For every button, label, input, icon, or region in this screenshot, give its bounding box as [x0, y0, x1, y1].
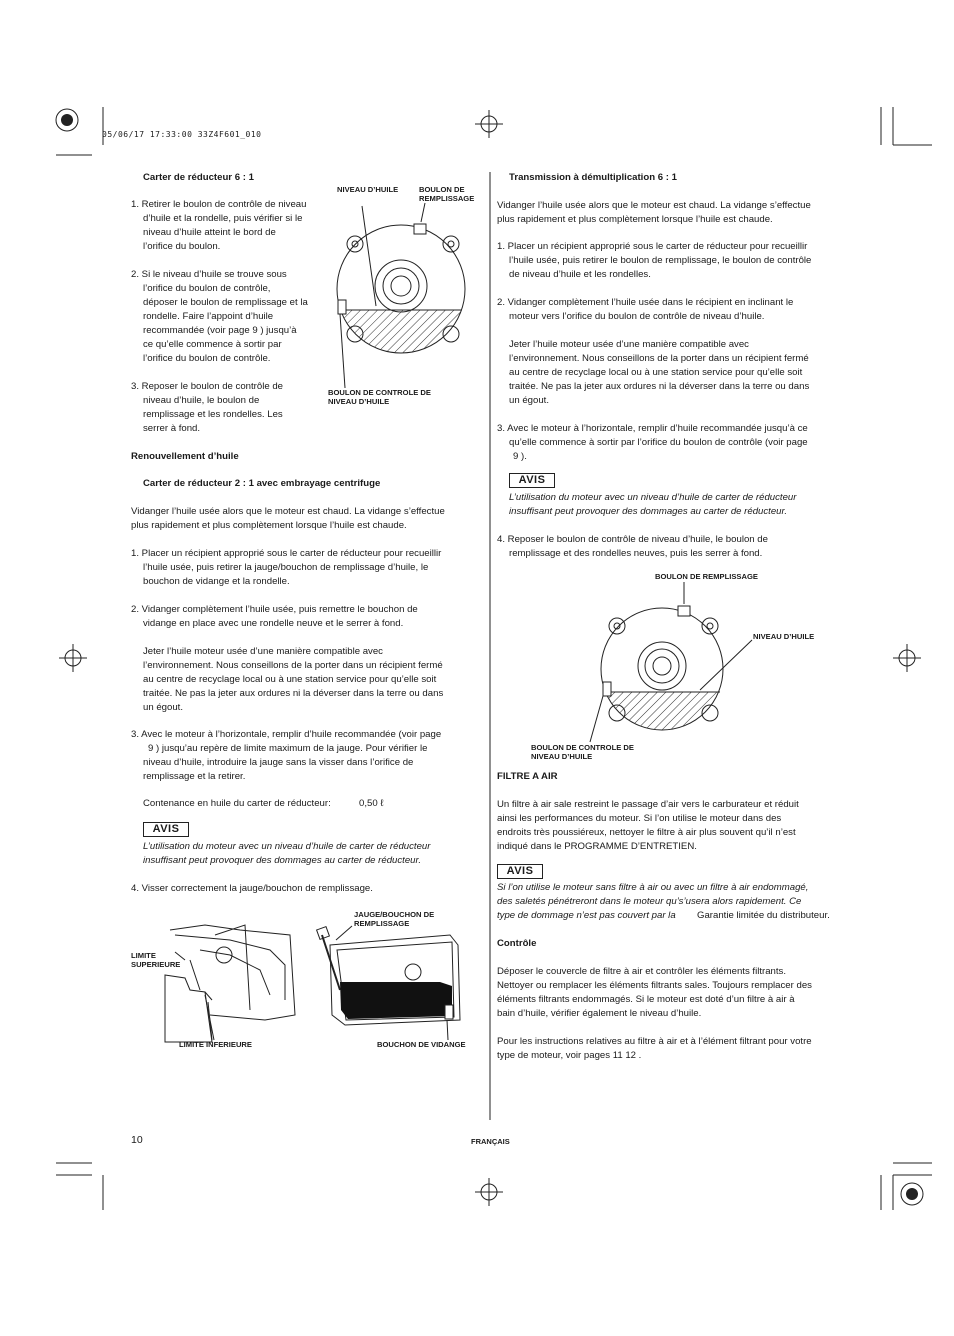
carter21-step4: 4. Visser correctement la jauge/bouchon de remplissage.: [131, 883, 373, 894]
fig1-label-boulon-rempl: BOULON DE: [419, 185, 465, 194]
section-title-filtre-a-air: FILTRE A AIR: [497, 771, 558, 782]
controle-pages-ref: type de moteur, voir pages 11 12 .: [497, 1050, 642, 1061]
fig2-label-bouchon-vidange: BOUCHON DE VIDANGE: [377, 1040, 466, 1049]
fig2-label-jauge: JAUGE/BOUCHON DE: [354, 910, 435, 919]
print-timestamp: 05/06/17 17:33:00 33Z4F601_010: [102, 130, 262, 139]
fig2-label-limite-sup: LIMITE: [131, 951, 156, 960]
fig1-label-niveau: NIVEAU D’HUILE: [337, 185, 399, 194]
avis-badge: AVIS: [143, 822, 189, 837]
page-number: 10: [131, 1134, 143, 1146]
section-title-controle: Contrôle: [497, 938, 537, 949]
footer-language: FRANÇAIS: [471, 1137, 510, 1146]
fig3-label-boulon-ctrl: BOULON DE CONTROLE DE: [531, 743, 634, 752]
section-title-carter-6-1: Carter de réducteur 6 : 1: [143, 172, 254, 183]
section-title-carter-2-1: Carter de réducteur 2 : 1 avec embrayage centrifuge: [143, 478, 381, 489]
contenance-label: Contenance en huile du carter de réducteur:: [143, 798, 331, 809]
contenance-value: 0,50 ℓ: [359, 798, 384, 809]
avis-badge: AVIS: [509, 473, 555, 488]
section-title-renouvellement: Renouvellement d’huile: [131, 451, 239, 462]
fig1-label-boulon-ctrl: BOULON DE CONTROLE DE: [328, 388, 431, 397]
avis-badge: AVIS: [497, 864, 543, 879]
fig3-label-boulon-rempl: BOULON DE REMPLISSAGE: [655, 572, 758, 581]
fig3-label-niveau: NIVEAU D’HUILE: [753, 632, 815, 641]
fig2-label-limite-inf: LIMITE INFERIEURE: [179, 1040, 252, 1049]
section-title-transmission-6-1: Transmission à démultiplication 6 : 1: [509, 172, 677, 183]
controle-pages-text: Pour les instructions relatives au filtre à air et à l’élément filtrant pour votre: [497, 1036, 812, 1047]
